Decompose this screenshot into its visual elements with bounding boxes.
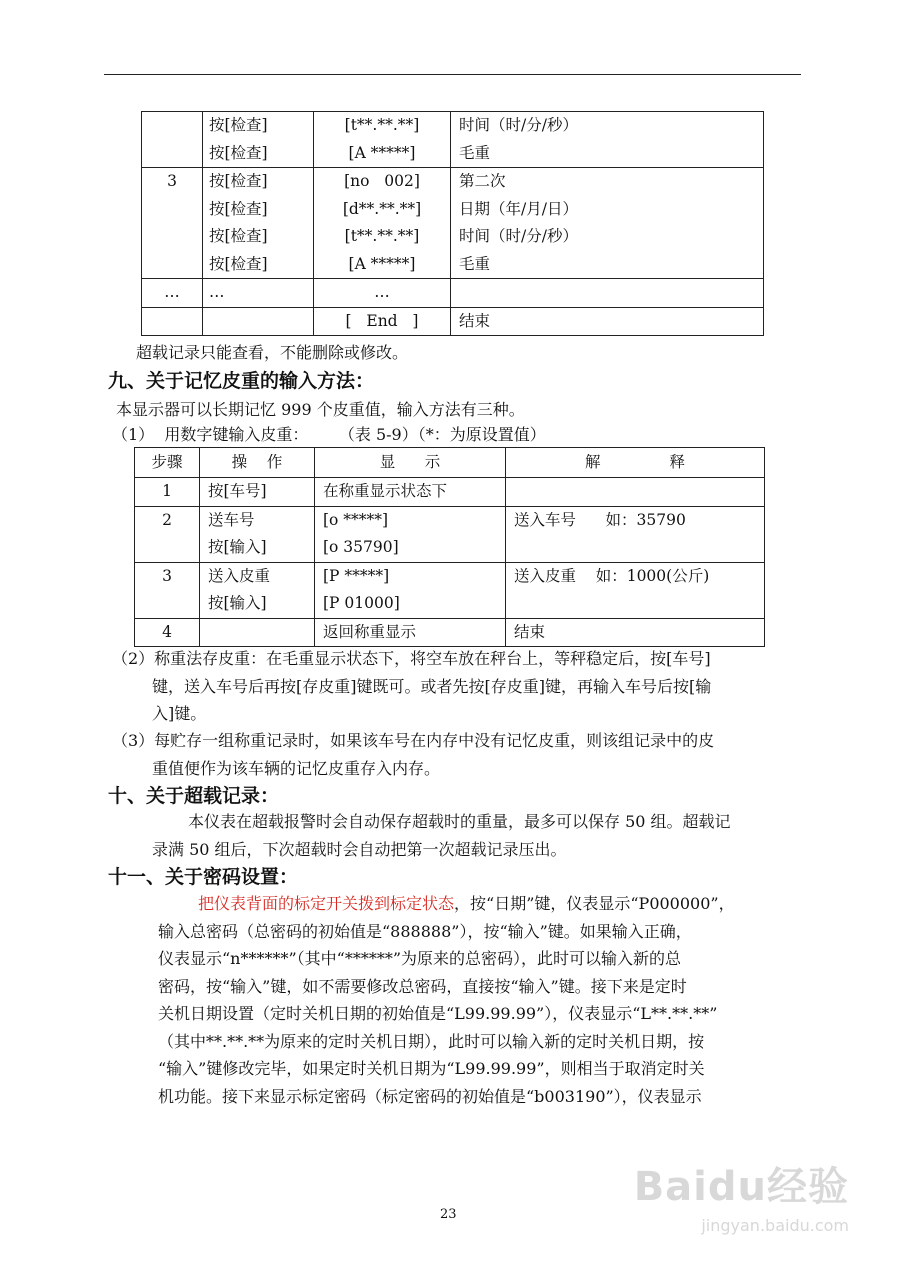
section-9-intro: 本显示器可以长期记忆 999 个皮重值，输入方法有三种。 bbox=[116, 400, 525, 419]
method-2-line-3: 入]键。 bbox=[152, 704, 207, 723]
display-cell: [P *****] [P 01000] bbox=[315, 562, 506, 618]
operation-cell bbox=[200, 618, 315, 647]
explanation-cell: 结束 bbox=[506, 618, 765, 647]
operation-cell bbox=[203, 307, 314, 336]
method-3-line-2: 重值便作为该车辆的记忆皮重存入内存。 bbox=[152, 759, 441, 778]
table-row bbox=[142, 279, 764, 308]
header-operation: 操 作 bbox=[200, 448, 315, 478]
overload-record-table bbox=[141, 111, 764, 336]
page-number: 23 bbox=[440, 1207, 457, 1222]
header-explanation: 解 释 bbox=[506, 448, 765, 478]
step-cell: 3 bbox=[142, 168, 203, 279]
display-cell: 返回称重显示 bbox=[315, 618, 506, 647]
display-cell: [no 002] [d**.**.**] [t**.**.**] [A *****] bbox=[314, 168, 451, 279]
operation-cell: … bbox=[203, 279, 314, 308]
table-row bbox=[142, 307, 764, 336]
step-cell: 2 bbox=[135, 506, 200, 562]
explanation-cell: 送入车号 如：35790 bbox=[506, 506, 765, 562]
section-10-title: 十、关于超载记录： bbox=[108, 785, 280, 807]
step-cell: 4 bbox=[135, 618, 200, 647]
step-cell: 1 bbox=[135, 478, 200, 507]
operation-cell: 按[检查] 按[检查] bbox=[203, 112, 314, 168]
note-text: 超载记录只能查看，不能删除或修改。 bbox=[136, 343, 409, 362]
header-display: 显 示 bbox=[315, 448, 506, 478]
watermark-logo: Baidu经验 bbox=[633, 1164, 849, 1210]
tare-input-table bbox=[134, 447, 765, 647]
section-11-title: 十一、关于密码设置： bbox=[108, 866, 299, 888]
step-cell: … bbox=[142, 279, 203, 308]
method-2-line-1: （2）称重法存皮重：在毛重显示状态下，将空车放在秤台上，等秤稳定后，按[车号] bbox=[112, 649, 711, 668]
operation-cell: 按[检查] 按[检查] 按[检查] 按[检查] bbox=[203, 168, 314, 279]
step-cell: 3 bbox=[135, 562, 200, 618]
display-cell: [t**.**.**] [A *****] bbox=[314, 112, 451, 168]
table-row bbox=[142, 168, 764, 279]
explanation-cell bbox=[451, 279, 764, 308]
explanation-cell: 第二次 日期（年/月/日） 时间（时/分/秒） 毛重 bbox=[451, 168, 764, 279]
section-11-line-5: 关机日期设置（定时关机日期的初始值是“L99.99.99”），仪表显示“L**.**.**” bbox=[158, 1004, 718, 1023]
display-cell: [o *****] [o 35790] bbox=[315, 506, 506, 562]
method-3-line-1: （3）每贮存一组称重记录时，如果该车号在内存中没有记忆皮重，则该组记录中的皮 bbox=[112, 731, 715, 750]
section-11-line-7: “输入”键修改完毕，如果定时关机日期为“L99.99.99”，则相当于取消定时关 bbox=[158, 1059, 705, 1078]
operation-cell: 送入皮重 按[输入] bbox=[200, 562, 315, 618]
display-cell: … bbox=[314, 279, 451, 308]
table-row bbox=[135, 562, 765, 618]
header-step: 步骤 bbox=[135, 448, 200, 478]
explanation-cell: 结束 bbox=[451, 307, 764, 336]
section-11-line-3: 仪表显示“n******”（其中“******”为原来的总密码），此时可以输入新的总 bbox=[158, 949, 682, 968]
table-row bbox=[135, 478, 765, 507]
operation-cell: 送车号 按[输入] bbox=[200, 506, 315, 562]
baidu-watermark bbox=[634, 1155, 849, 1235]
method-2-line-2: 键，送入车号后再按[存皮重]键既可。或者先按[存皮重]键，再输入车号后按[输 bbox=[152, 677, 712, 696]
display-cell: [ End ] bbox=[314, 307, 451, 336]
table-row bbox=[135, 618, 765, 647]
section-9-title: 九、关于记忆皮重的输入方法： bbox=[108, 370, 375, 392]
explanation-cell bbox=[506, 478, 765, 507]
method-1-caption: （1） 用数字键输入皮重： （表 5-9）（*：为原设置值） bbox=[112, 425, 546, 444]
step-cell bbox=[142, 112, 203, 168]
table-row bbox=[142, 112, 764, 168]
section-11-line-8: 机功能。接下来显示标定密码（标定密码的初始值是“b003190”），仪表显示 bbox=[158, 1087, 702, 1106]
highlighted-instruction: 把仪表背面的标定开关拨到标定状态 bbox=[198, 894, 455, 913]
header-rule bbox=[104, 74, 801, 75]
watermark-url: jingyan.baidu.com bbox=[701, 1216, 849, 1235]
table-header-row bbox=[135, 448, 765, 478]
explanation-cell: 送入皮重 如：1000(公斤) bbox=[506, 562, 765, 618]
section-11-line-6: （其中**.**.**为原来的定时关机日期），此时可以输入新的定时关机日期，按 bbox=[158, 1032, 705, 1051]
explanation-cell: 时间（时/分/秒） 毛重 bbox=[451, 112, 764, 168]
operation-cell: 按[车号] bbox=[200, 478, 315, 507]
step-cell bbox=[142, 307, 203, 336]
section-11-line-1: 把仪表背面的标定开关拨到标定状态，按“日期”键，仪表显示“P000000”， bbox=[198, 894, 735, 913]
section-10-line-1: 本仪表在超载报警时会自动保存超载时的重量，最多可以保存 50 组。超载记 bbox=[188, 812, 731, 831]
display-cell: 在称重显示状态下 bbox=[315, 478, 506, 507]
section-11-line-4: 密码，按“输入”键，如不需要修改总密码，直接按“输入”键。接下来是定时 bbox=[158, 977, 687, 996]
table-row bbox=[135, 506, 765, 562]
section-11-line-2: 输入总密码（总密码的初始值是“888888”），按“输入”键。如果输入正确， bbox=[158, 922, 692, 941]
section-10-line-2: 录满 50 组后，下次超载时会自动把第一次超载记录压出。 bbox=[152, 840, 567, 859]
